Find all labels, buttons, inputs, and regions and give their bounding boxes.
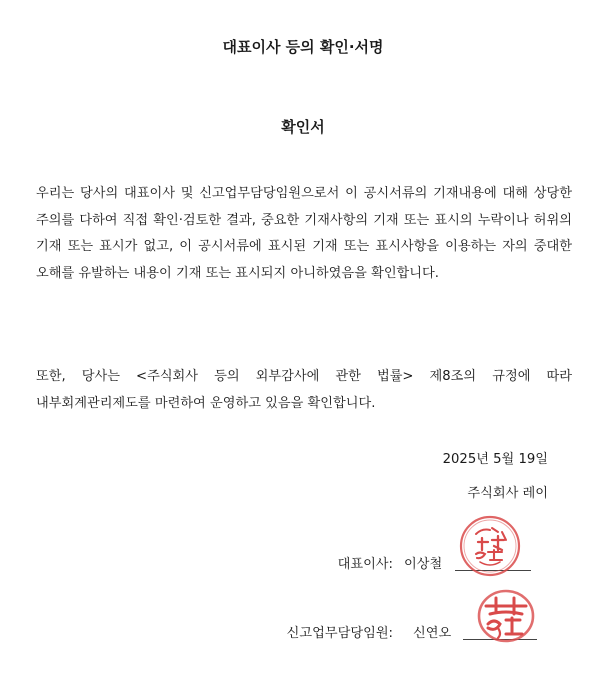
- ceo-name: 이상철: [404, 557, 443, 572]
- confirmation-paragraph-2: 또한, 당사는 <주식회사 등의 외부감사에 관한 법률> 제8조의 규정에 따라 내부회계관리제도를 마련하여 운영하고 있음을 확인합니다.: [36, 369, 572, 411]
- document-date: 2025년 5월 19일: [442, 452, 548, 467]
- ceo-seal-stamp: [458, 514, 522, 578]
- ceo-role-label: 대표이사:: [337, 557, 393, 572]
- document-title: 대표이사 등의 확인·서명: [222, 38, 384, 56]
- document-subtitle: 확인서: [281, 118, 325, 136]
- confirmation-paragraph-1: 우리는 당사의 대표이사 및 신고업무담당임원으로서 이 공시서류의 기재내용에 대해 상당한 주의를 다하여 직접 확인·검토한 결과, 중요한 기재사항의 기재 또는 표시의 누락이나 허위의 기재 또는 표시가 없고, 이 공시서류에 표시된 기재 또는 표시사항을 이용하는 자의 중대한 오해를 유발하는 내용이 기재 또는 표시되지 아니하였음을 확인합니다.: [36, 186, 572, 281]
- officer-role-label: 신고업무담당임원:: [286, 626, 393, 641]
- officer-name: 신연오: [413, 626, 452, 641]
- company-name: 주식회사 레이: [467, 486, 548, 501]
- officer-seal-stamp: [476, 588, 536, 644]
